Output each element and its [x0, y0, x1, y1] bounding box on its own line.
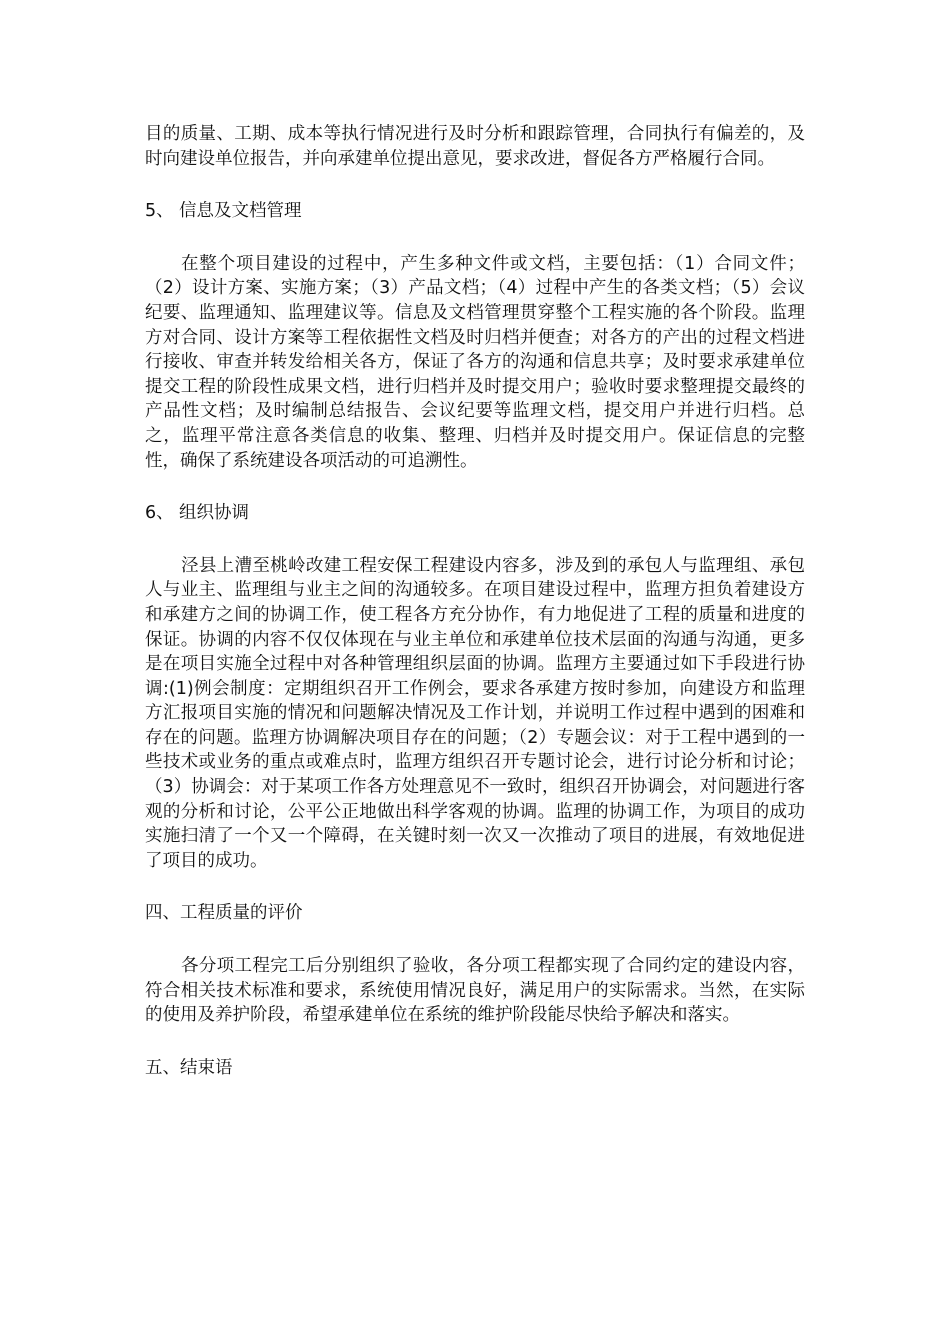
- paragraph-contract-management: 目的质量、工期、成本等执行情况进行及时分析和跟踪管理，合同执行有偏差的，及时向建设单位报告，并向承建单位提出意见，要求改进，督促各方严格履行合同。: [145, 124, 805, 169]
- section-number: 5、: [145, 201, 174, 222]
- section-number: 五、: [145, 1057, 180, 1078]
- section-number: 6、: [145, 503, 174, 524]
- section-title: 结束语: [180, 1057, 233, 1078]
- section-heading-quality-evaluation: [145, 901, 805, 926]
- paragraph-info-docs: 在整个项目建设的过程中，产生多种文件或文档，主要包括：（1）合同文件；（2）设计方案、实施方案；（3）产品文档；（4）过程中产生的各类文档；（5）会议纪要、监理通知、监理建议等。信息及文档管理贯穿整个工程实施的各个阶段。监理方对合同、设计方案等工程依据性文档及时归档并便查；对各方的产出的过程文档进行接收、审查并转发给相关各方，保证了各方的沟通和信息共享；及时要求承建单位提交工程的阶段性成果文档，进行归档并及时提交用户；验收时要求整理提交最终的产品性文档；及时编制总结报告、会议纪要等监理文档，提交用户并进行归档。总之，监理平常注意各类信息的收集、整理、归档并及时提交用户。保证信息的完整性，确保了系统建设各项活动的可追溯性。: [145, 253, 805, 471]
- section-heading-info-docs: [145, 199, 805, 224]
- section-title: 组织协调: [179, 503, 249, 524]
- paragraph-quality-evaluation: 各分项工程完工后分别组织了验收，各分项工程都实现了合同约定的建设内容，符合相关技术标准和要求，系统使用情况良好，满足用户的实际需求。当然，在实际的使用及养护阶段，希望承建单位在系统的维护阶段能尽快给予解决和落实。: [145, 956, 805, 1026]
- section-number: 四、: [145, 903, 180, 924]
- section-title: 工程质量的评价: [180, 903, 303, 924]
- section-title: 信息及文档管理: [179, 201, 302, 222]
- section-heading-coordination: [145, 501, 805, 526]
- paragraph-coordination: 泾县上漕至桃岭改建工程安保工程建设内容多，涉及到的承包人与监理组、承包人与业主、监理组与业主之间的沟通较多。在项目建设过程中，监理方担负着建设方和承建方之间的协调工作，使工程各方充分协作，有力地促进了工程的质量和进度的保证。协调的内容不仅仅体现在与业主单位和承建单位技术层面的沟通与沟通，更多是在项目实施全过程中对各种管理组织层面的协调。监理方主要通过如下手段进行协调:(1)例会制度：定期组织召开工作例会，要求各承建方按时参加，向建设方和监理方汇报项目实施的情况和问题解决情况及工作计划，并说明工作过程中遇到的困难和存在的问题。监理方协调解决项目存在的问题；（2）专题会议：对于工程中遇到的一些技术或业务的重点或难点时，监理方组织召开专题讨论会，进行讨论分析和讨论；（3）协调会：对于某项工作各方处理意见不一致时，组织召开协调会，对问题进行客观的分析和讨论，公平公正地做出科学客观的协调。监理的协调工作，为项目的成功实施扫清了一个又一个障碍，在关键时刻一次又一次推动了项目的进展，有效地促进了项目的成功。: [145, 555, 805, 871]
- document-page: [145, 122, 805, 1080]
- section-heading-conclusion: [145, 1056, 805, 1081]
